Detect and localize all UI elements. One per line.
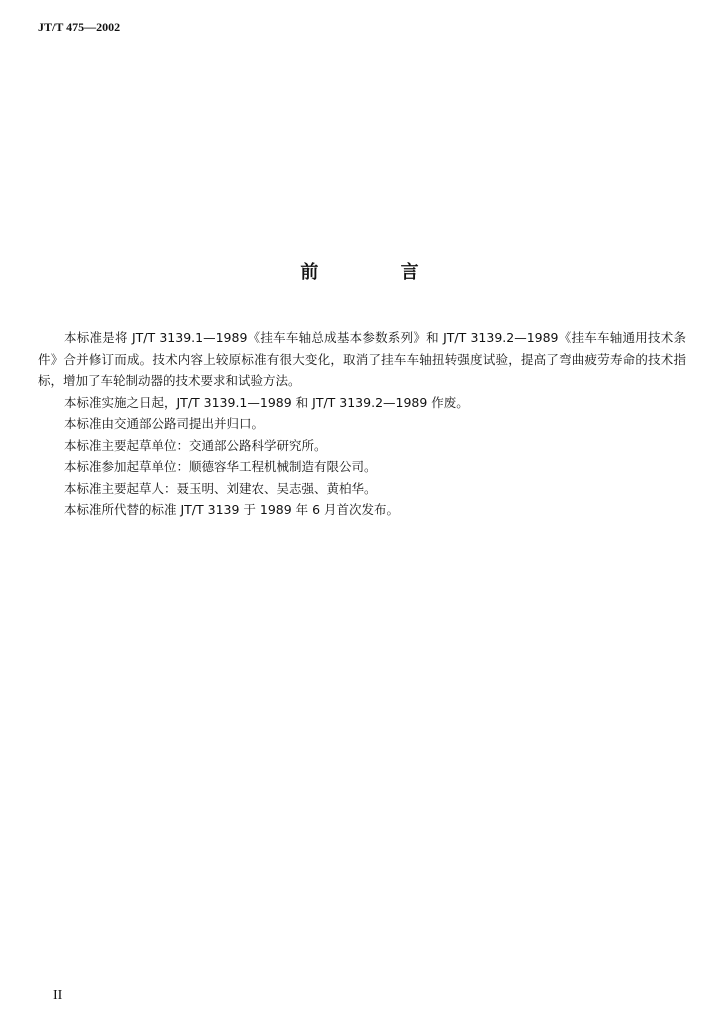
paragraph-proposer: 本标准由交通部公路司提出并归口。	[64, 416, 265, 431]
standard-code-header: JT/T 475—2002	[38, 20, 121, 34]
paragraph-drafters: 本标准主要起草人：聂玉明、刘建农、吴志强、黄柏华。	[64, 480, 377, 496]
page-number: II	[53, 988, 63, 1003]
foreword-body	[38, 327, 686, 521]
paragraph-participating-unit: 本标准参加起草单位：顺德容华工程机械制造有限公司。	[64, 459, 377, 474]
paragraph-first-release: 本标准所代替的标准 JT/T 3139 于 1989 年 6 月首次发布。	[64, 502, 400, 517]
page-title: 前 言	[300, 262, 457, 283]
paragraph-superseded: 本标准实施之日起，JT/T 3139.1—1989 和 JT/T 3139.2—1989 作废。	[64, 394, 469, 410]
paragraph-revision-summary: 本标准是将 JT/T 3139.1—1989《挂车车轴总成基本参数系列》和 JT/T 3139.2—1989《挂车车轴通用技术条件》合并修订而成。技术内容上较原标准有很大变化，取消了挂车车轴扭转强度试验，提高了弯曲疲劳寿命的技术指标，增加了车轮制动器的技术要求和试验方法。	[38, 330, 686, 388]
paragraph-main-drafting-unit: 本标准主要起草单位：交通部公路科学研究所。	[64, 437, 327, 453]
